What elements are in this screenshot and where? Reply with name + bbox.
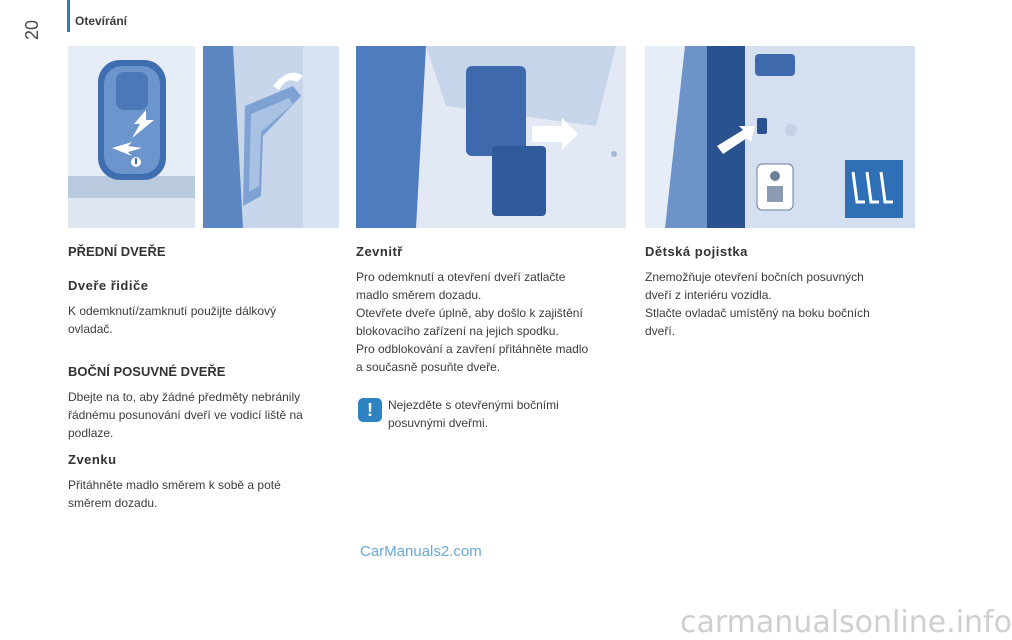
front-doors-heading: PŘEDNÍ DVEŘE (68, 244, 166, 259)
child-lock-subheading: Dětská pojistka (645, 244, 748, 259)
inside-subheading: Zevnitř (356, 244, 403, 259)
inside-text-1: Pro odemknutí a otevření dveří zatlačte madlo směrem dozadu. (356, 270, 566, 302)
inside-text-2: Otevřete dveře úplně, aby došlo k zajištění blokovacího zařízení na jejich spodku. (356, 306, 583, 338)
child-lock-text-2: Stlačte ovladač umístěný na boku bočních dveří. (645, 306, 870, 338)
key-remote-illustration (68, 46, 195, 228)
outside-text: Přitáhněte madlo směrem k sobě a poté směrem dozadu. (68, 478, 281, 510)
sliding-doors-heading: BOČNÍ POSUVNÉ DVEŘE (68, 364, 226, 379)
child-lock-text-1: Znemožňuje otevření bočních posuvných dveří z interiéru vozidla. (645, 270, 864, 302)
outside-handle-illustration (203, 46, 339, 228)
outside-subheading: Zvenku (68, 452, 117, 467)
header-accent-bar (67, 0, 70, 32)
page-number: 20 (22, 19, 42, 40)
driver-door-text: K odemknutí/zamknutí použijte dálkový ovladač. (68, 304, 277, 336)
inside-text-3: Pro odblokování a zavření přitáhněte madlo a současně posuňte dveře. (356, 342, 589, 374)
section-title: Otevírání (75, 14, 128, 28)
sliding-doors-text: Dbejte na to, aby žádné předměty nebránily řádnému posunování dveří ve vodicí liště na podlaze. (68, 390, 303, 440)
driver-door-subheading: Dveře řidiče (68, 278, 149, 293)
inside-handle-illustration (356, 46, 626, 228)
warning-text: Nejezděte s otevřenými bočními posuvnými dveřmi. (388, 398, 559, 430)
warning-icon: ! (358, 398, 382, 422)
child-lock-illustration (645, 46, 915, 228)
watermark-carmanuals2[interactable]: CarManuals2.com (360, 543, 482, 560)
watermark-carmanualsonline[interactable]: carmanualsonline.info (680, 605, 1012, 640)
